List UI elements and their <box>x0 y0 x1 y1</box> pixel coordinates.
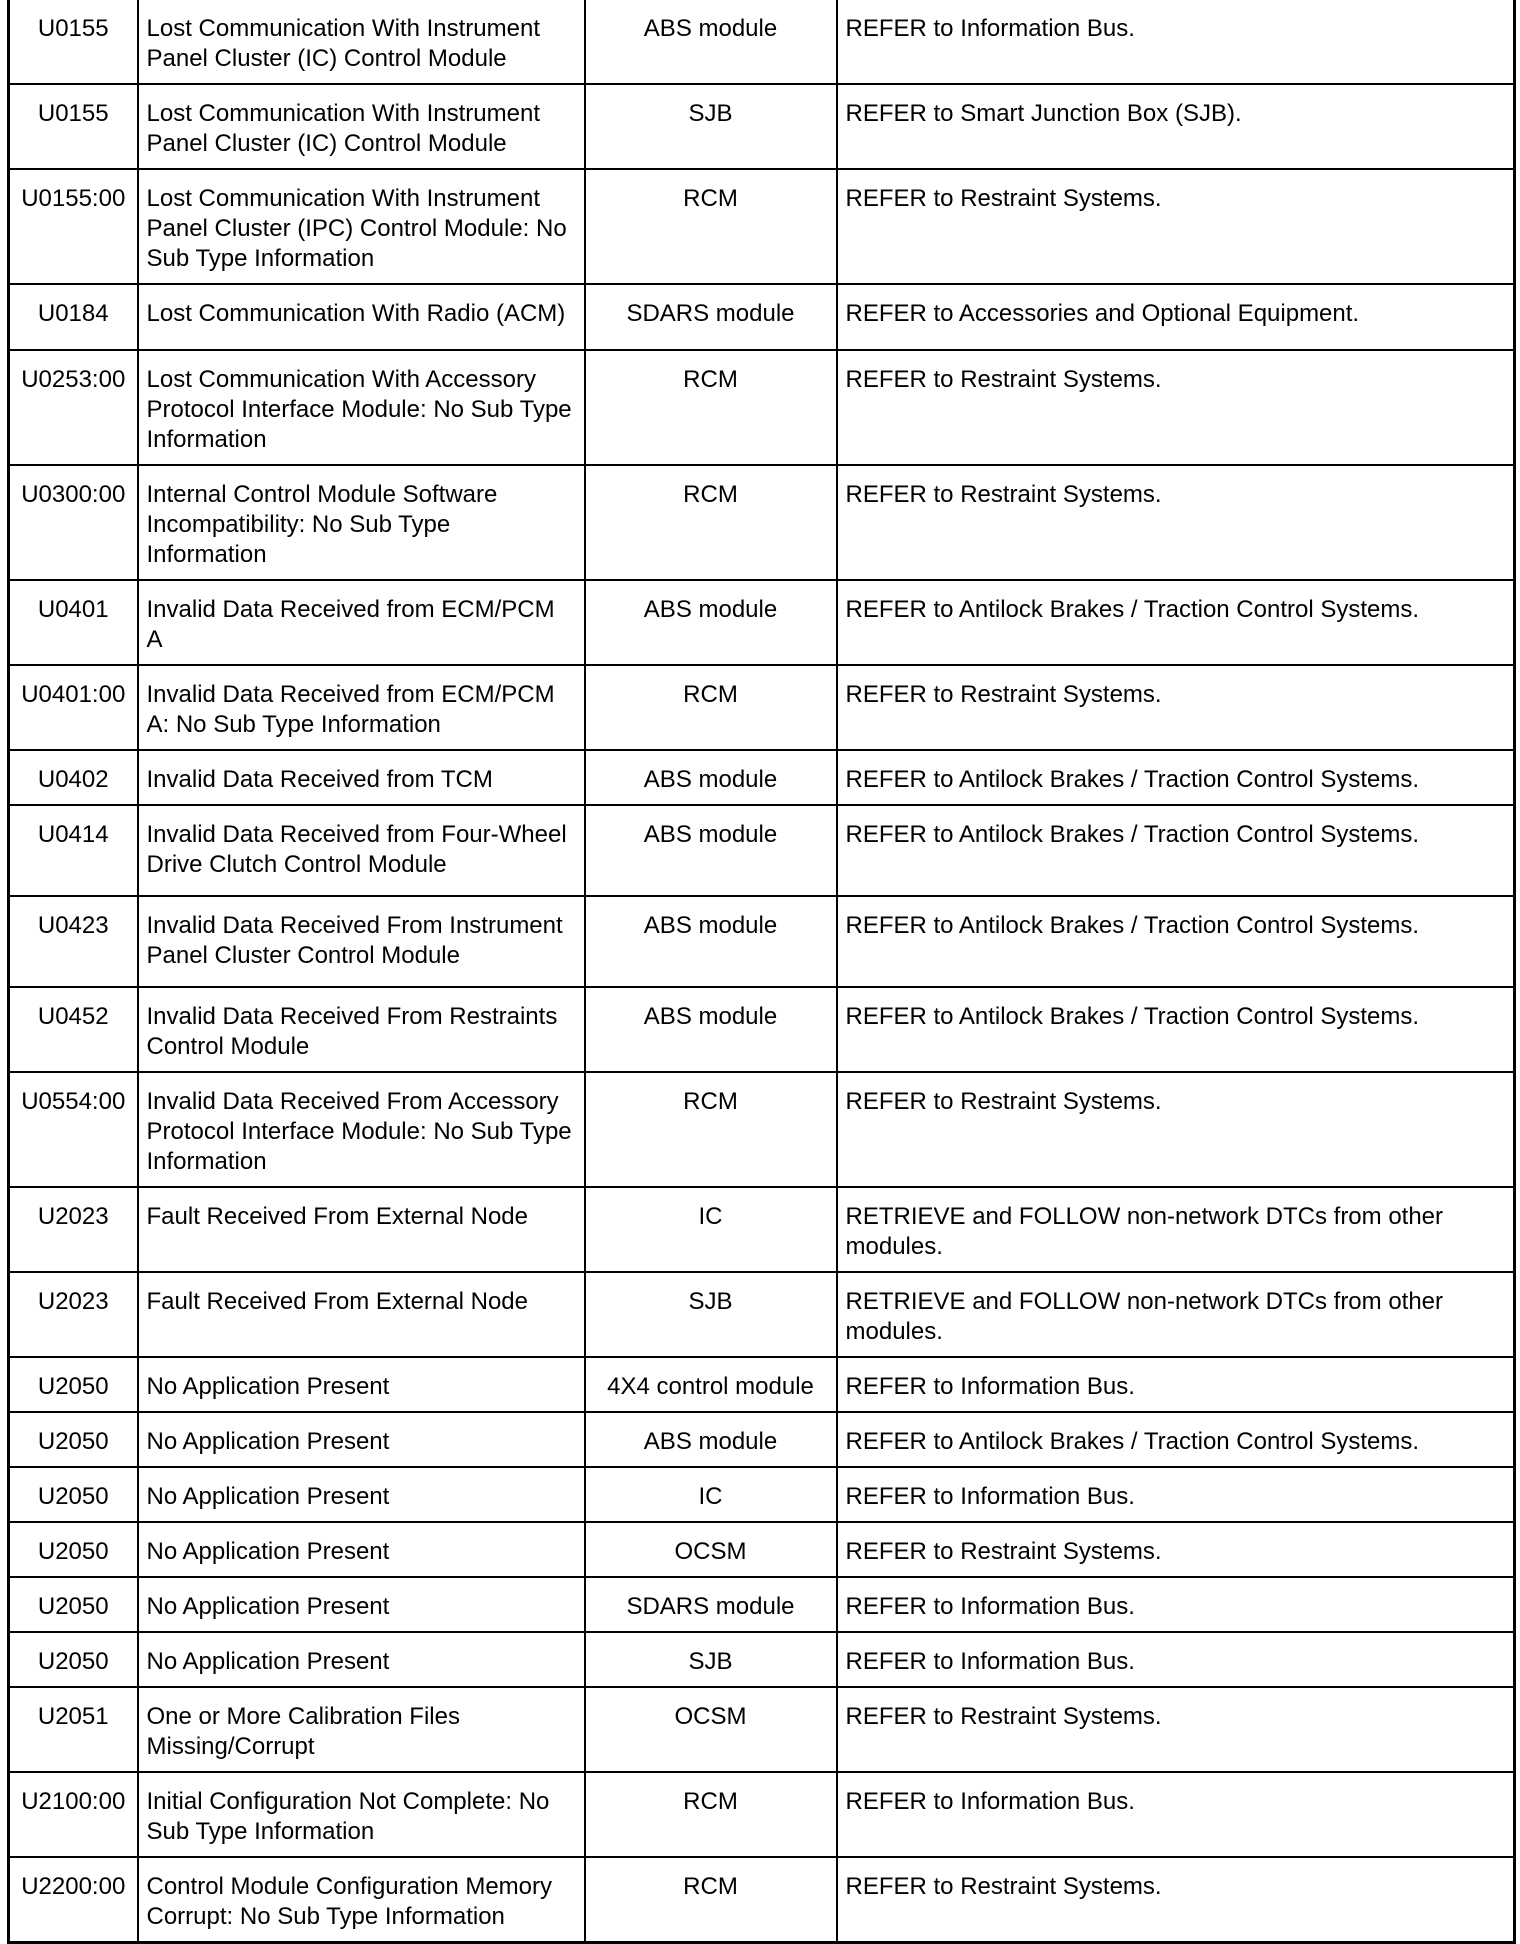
table-row <box>9 580 1515 665</box>
dtc-description: No Application Present <box>138 1577 585 1632</box>
dtc-action: REFER to Information Bus. <box>837 1357 1515 1412</box>
table-row <box>9 465 1515 580</box>
dtc-action: REFER to Accessories and Optional Equipment. <box>837 284 1515 350</box>
dtc-module: IC <box>585 1187 837 1272</box>
dtc-code: U2100:00 <box>9 1772 138 1857</box>
table-row <box>9 1522 1515 1577</box>
dtc-table <box>7 0 1516 1944</box>
dtc-module: OCSM <box>585 1687 837 1772</box>
table-row <box>9 1357 1515 1412</box>
dtc-description: Lost Communication With Radio (ACM) <box>138 284 585 350</box>
dtc-action: REFER to Information Bus. <box>837 1772 1515 1857</box>
dtc-action: REFER to Information Bus. <box>837 1467 1515 1522</box>
table-row <box>9 1577 1515 1632</box>
dtc-module: RCM <box>585 1772 837 1857</box>
dtc-code: U0155 <box>9 84 138 169</box>
table-row <box>9 805 1515 896</box>
dtc-description: Lost Communication With Accessory Protocol Interface Module: No Sub Type Information <box>138 350 585 465</box>
dtc-code: U2023 <box>9 1272 138 1357</box>
dtc-description: Invalid Data Received From Restraints Control Module <box>138 987 585 1072</box>
dtc-action: RETRIEVE and FOLLOW non-network DTCs from other modules. <box>837 1187 1515 1272</box>
dtc-action: REFER to Restraint Systems. <box>837 1687 1515 1772</box>
dtc-description: Invalid Data Received From Instrument Panel Cluster Control Module <box>138 896 585 987</box>
dtc-action: REFER to Restraint Systems. <box>837 1072 1515 1187</box>
table-row <box>9 284 1515 350</box>
dtc-description: No Application Present <box>138 1357 585 1412</box>
dtc-module: RCM <box>585 1072 837 1187</box>
dtc-code: U0155:00 <box>9 169 138 284</box>
table-row <box>9 350 1515 465</box>
dtc-action: RETRIEVE and FOLLOW non-network DTCs from other modules. <box>837 1272 1515 1357</box>
dtc-code: U0452 <box>9 987 138 1072</box>
dtc-description: Lost Communication With Instrument Panel Cluster (IC) Control Module <box>138 84 585 169</box>
dtc-description: Fault Received From External Node <box>138 1187 585 1272</box>
dtc-action: REFER to Restraint Systems. <box>837 665 1515 750</box>
dtc-module: ABS module <box>585 896 837 987</box>
dtc-action: REFER to Antilock Brakes / Traction Control Systems. <box>837 805 1515 896</box>
dtc-action: REFER to Restraint Systems. <box>837 169 1515 284</box>
dtc-description: No Application Present <box>138 1632 585 1687</box>
dtc-code: U2050 <box>9 1412 138 1467</box>
dtc-module: SJB <box>585 84 837 169</box>
dtc-module: IC <box>585 1467 837 1522</box>
dtc-description: One or More Calibration Files Missing/Corrupt <box>138 1687 585 1772</box>
dtc-action: REFER to Smart Junction Box (SJB). <box>837 84 1515 169</box>
dtc-code: U2050 <box>9 1577 138 1632</box>
table-row <box>9 987 1515 1072</box>
dtc-module: RCM <box>585 1857 837 1943</box>
dtc-code: U0423 <box>9 896 138 987</box>
table-row <box>9 1072 1515 1187</box>
dtc-code: U2200:00 <box>9 1857 138 1943</box>
dtc-module: RCM <box>585 350 837 465</box>
dtc-code: U0253:00 <box>9 350 138 465</box>
dtc-module: RCM <box>585 665 837 750</box>
dtc-action: REFER to Information Bus. <box>837 1577 1515 1632</box>
table-row <box>9 84 1515 169</box>
dtc-code: U2023 <box>9 1187 138 1272</box>
dtc-description: Invalid Data Received from ECM/PCM A: No Sub Type Information <box>138 665 585 750</box>
dtc-description: Fault Received From External Node <box>138 1272 585 1357</box>
table-row <box>9 1187 1515 1272</box>
table-row <box>9 896 1515 987</box>
dtc-action: REFER to Information Bus. <box>837 0 1515 84</box>
dtc-action: REFER to Antilock Brakes / Traction Control Systems. <box>837 580 1515 665</box>
dtc-action: REFER to Restraint Systems. <box>837 1857 1515 1943</box>
dtc-description: No Application Present <box>138 1412 585 1467</box>
dtc-code: U0401 <box>9 580 138 665</box>
dtc-action: REFER to Antilock Brakes / Traction Control Systems. <box>837 896 1515 987</box>
dtc-module: ABS module <box>585 1412 837 1467</box>
dtc-code: U0554:00 <box>9 1072 138 1187</box>
dtc-action: REFER to Restraint Systems. <box>837 465 1515 580</box>
dtc-code: U0401:00 <box>9 665 138 750</box>
table-row <box>9 1687 1515 1772</box>
dtc-module: ABS module <box>585 580 837 665</box>
dtc-module: ABS module <box>585 750 837 805</box>
dtc-module: SJB <box>585 1272 837 1357</box>
dtc-action: REFER to Information Bus. <box>837 1632 1515 1687</box>
dtc-module: RCM <box>585 465 837 580</box>
table-row <box>9 750 1515 805</box>
dtc-module: ABS module <box>585 987 837 1072</box>
table-row <box>9 1272 1515 1357</box>
dtc-module: ABS module <box>585 805 837 896</box>
dtc-module: ABS module <box>585 0 837 84</box>
dtc-description: No Application Present <box>138 1467 585 1522</box>
dtc-code: U0402 <box>9 750 138 805</box>
dtc-action: REFER to Antilock Brakes / Traction Control Systems. <box>837 750 1515 805</box>
dtc-module: OCSM <box>585 1522 837 1577</box>
dtc-code: U0300:00 <box>9 465 138 580</box>
dtc-description: No Application Present <box>138 1522 585 1577</box>
dtc-code: U2050 <box>9 1632 138 1687</box>
table-row <box>9 665 1515 750</box>
dtc-code: U2050 <box>9 1467 138 1522</box>
dtc-action: REFER to Antilock Brakes / Traction Control Systems. <box>837 1412 1515 1467</box>
table-row <box>9 0 1515 84</box>
dtc-module: SDARS module <box>585 1577 837 1632</box>
dtc-description: Invalid Data Received from ECM/PCM A <box>138 580 585 665</box>
dtc-description: Lost Communication With Instrument Panel Cluster (IC) Control Module <box>138 0 585 84</box>
dtc-action: REFER to Restraint Systems. <box>837 1522 1515 1577</box>
dtc-description: Invalid Data Received from Four-Wheel Drive Clutch Control Module <box>138 805 585 896</box>
dtc-module: 4X4 control module <box>585 1357 837 1412</box>
dtc-code: U0155 <box>9 0 138 84</box>
table-row <box>9 1467 1515 1522</box>
dtc-code: U0414 <box>9 805 138 896</box>
dtc-action: REFER to Restraint Systems. <box>837 350 1515 465</box>
dtc-action: REFER to Antilock Brakes / Traction Control Systems. <box>837 987 1515 1072</box>
dtc-code: U2050 <box>9 1522 138 1577</box>
dtc-code: U2051 <box>9 1687 138 1772</box>
dtc-code: U0184 <box>9 284 138 350</box>
table-row <box>9 1857 1515 1943</box>
dtc-module: SJB <box>585 1632 837 1687</box>
table-row <box>9 169 1515 284</box>
dtc-code: U2050 <box>9 1357 138 1412</box>
dtc-description: Lost Communication With Instrument Panel Cluster (IPC) Control Module: No Sub Type Information <box>138 169 585 284</box>
table-row <box>9 1632 1515 1687</box>
dtc-description: Invalid Data Received from TCM <box>138 750 585 805</box>
dtc-module: SDARS module <box>585 284 837 350</box>
dtc-description: Control Module Configuration Memory Corrupt: No Sub Type Information <box>138 1857 585 1943</box>
dtc-module: RCM <box>585 169 837 284</box>
table-row <box>9 1772 1515 1857</box>
dtc-description: Internal Control Module Software Incompatibility: No Sub Type Information <box>138 465 585 580</box>
dtc-table-body <box>9 0 1515 1943</box>
table-row <box>9 1412 1515 1467</box>
dtc-description: Invalid Data Received From Accessory Protocol Interface Module: No Sub Type Information <box>138 1072 585 1187</box>
dtc-description: Initial Configuration Not Complete: No Sub Type Information <box>138 1772 585 1857</box>
